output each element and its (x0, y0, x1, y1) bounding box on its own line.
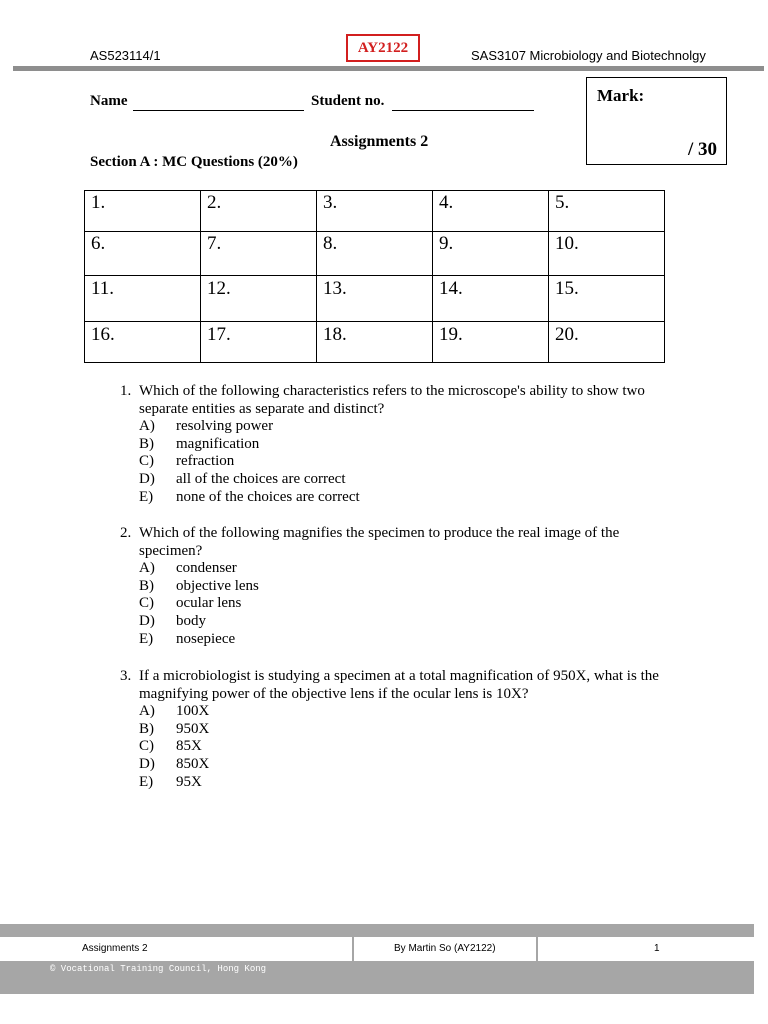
answer-cell[interactable]: 6. (85, 232, 201, 276)
choice-d[interactable] (139, 756, 680, 774)
answer-cell[interactable]: 15. (549, 276, 665, 322)
answer-cell[interactable]: 20. (549, 322, 665, 363)
answer-cell[interactable]: 1. (85, 191, 201, 232)
answer-grid-row (85, 322, 665, 363)
choice-text: 85X (176, 738, 202, 755)
choice-letter: D) (139, 755, 155, 772)
choice-letter: E) (139, 630, 154, 647)
section-title: Section A : MC Questions (20%) (90, 154, 298, 170)
answer-cell[interactable]: 7. (201, 232, 317, 276)
answer-cell[interactable]: 12. (201, 276, 317, 322)
choice-text: resolving power (176, 418, 274, 435)
choice-text: 95X (176, 773, 202, 790)
choice-letter: B) (139, 720, 154, 737)
footer-page-number: 1 (536, 937, 754, 961)
choice-letter: A) (139, 560, 155, 577)
choice-text: objective lens (176, 577, 259, 594)
question-text-line: separate entities as separate and distinct? (139, 400, 385, 417)
choice-text: refraction (176, 453, 235, 470)
choice-e[interactable] (139, 489, 680, 507)
answer-cell[interactable]: 13. (317, 276, 433, 322)
choice-a[interactable] (139, 418, 680, 436)
choice-e[interactable] (139, 774, 680, 792)
footer-author: By Martin So (AY2122) (352, 937, 536, 961)
mark-label: Mark: (597, 86, 645, 105)
answer-cell[interactable]: 9. (433, 232, 549, 276)
answer-cell[interactable]: 10. (549, 232, 665, 276)
header-divider (13, 66, 764, 71)
footer-row (0, 936, 754, 962)
question-text-line: Which of the following magnifies the specimen to produce the real image of the (139, 525, 620, 541)
answer-cell[interactable]: 4. (433, 191, 549, 232)
question-2 (120, 525, 680, 648)
question-text-line: magnifying power of the objective lens if the ocular lens is 10X? (139, 685, 529, 702)
question-number: 3. (120, 668, 132, 684)
choice-c[interactable] (139, 595, 680, 613)
footer-bar-bottom (0, 962, 754, 994)
question-3 (120, 668, 680, 791)
mark-box (586, 77, 727, 165)
choice-text: nosepiece (176, 630, 236, 647)
choice-text: all of the choices are correct (176, 470, 346, 487)
student-number-label: Student no. (311, 93, 385, 109)
answer-cell[interactable]: 3. (317, 191, 433, 232)
choice-letter: E) (139, 773, 154, 790)
choice-text: none of the choices are correct (176, 488, 360, 505)
choice-b[interactable] (139, 436, 680, 454)
question-number: 1. (120, 383, 132, 399)
academic-year-badge: AY2122 (346, 34, 420, 62)
choice-c[interactable] (139, 738, 680, 756)
answer-cell[interactable]: 18. (317, 322, 433, 363)
choice-letter: B) (139, 577, 154, 594)
answer-cell[interactable]: 19. (433, 322, 549, 363)
answer-cell[interactable]: 5. (549, 191, 665, 232)
answer-cell[interactable]: 8. (317, 232, 433, 276)
answer-grid-row (85, 191, 665, 232)
mark-total: / 30 (687, 139, 717, 160)
choice-letter: D) (139, 612, 155, 629)
copyright-notice: © Vocational Training Council, Hong Kong (50, 964, 267, 974)
choice-a[interactable] (139, 560, 680, 578)
choice-d[interactable] (139, 471, 680, 489)
page-title: Assignments 2 (330, 133, 429, 150)
choice-d[interactable] (139, 613, 680, 631)
document-code: AS523114/1 (90, 48, 161, 63)
choice-letter: C) (139, 595, 154, 612)
choice-letter: C) (139, 453, 154, 470)
footer-bar-top (0, 924, 754, 936)
footer-title: Assignments 2 (82, 943, 148, 954)
answer-cell[interactable]: 17. (201, 322, 317, 363)
answer-grid-row (85, 276, 665, 322)
choice-a[interactable] (139, 703, 680, 721)
choice-e[interactable] (139, 631, 680, 649)
question-text-line: specimen? (139, 542, 203, 559)
answer-cell[interactable]: 16. (85, 322, 201, 363)
answer-grid-row (85, 232, 665, 276)
question-text-line: Which of the following characteristics refers to the microscope's ability to show two (139, 383, 645, 399)
name-label: Name (90, 93, 128, 109)
choice-text: 850X (176, 755, 210, 772)
choice-b[interactable] (139, 578, 680, 596)
choice-text: ocular lens (176, 595, 242, 612)
choice-text: condenser (176, 560, 237, 577)
choice-letter: E) (139, 488, 154, 505)
answer-cell[interactable]: 14. (433, 276, 549, 322)
choice-text: 100X (176, 703, 210, 720)
answer-cell[interactable]: 2. (201, 191, 317, 232)
choice-b[interactable] (139, 721, 680, 739)
choice-c[interactable] (139, 453, 680, 471)
answer-grid (84, 190, 665, 363)
choice-text: body (176, 612, 206, 629)
choice-letter: B) (139, 435, 154, 452)
question-text-line: If a microbiologist is studying a specimen at a total magnification of 950X, what is the (139, 668, 659, 684)
choice-letter: D) (139, 470, 155, 487)
name-field[interactable] (133, 110, 304, 111)
choice-letter: A) (139, 703, 155, 720)
question-number: 2. (120, 525, 132, 541)
course-title: SAS3107 Microbiology and Biotechnolgy (471, 48, 706, 63)
choice-text: 950X (176, 720, 210, 737)
choice-text: magnification (176, 435, 260, 452)
student-number-field[interactable] (392, 110, 534, 111)
choice-letter: A) (139, 418, 155, 435)
choice-letter: C) (139, 738, 154, 755)
question-1 (120, 383, 680, 506)
answer-cell[interactable]: 11. (85, 276, 201, 322)
